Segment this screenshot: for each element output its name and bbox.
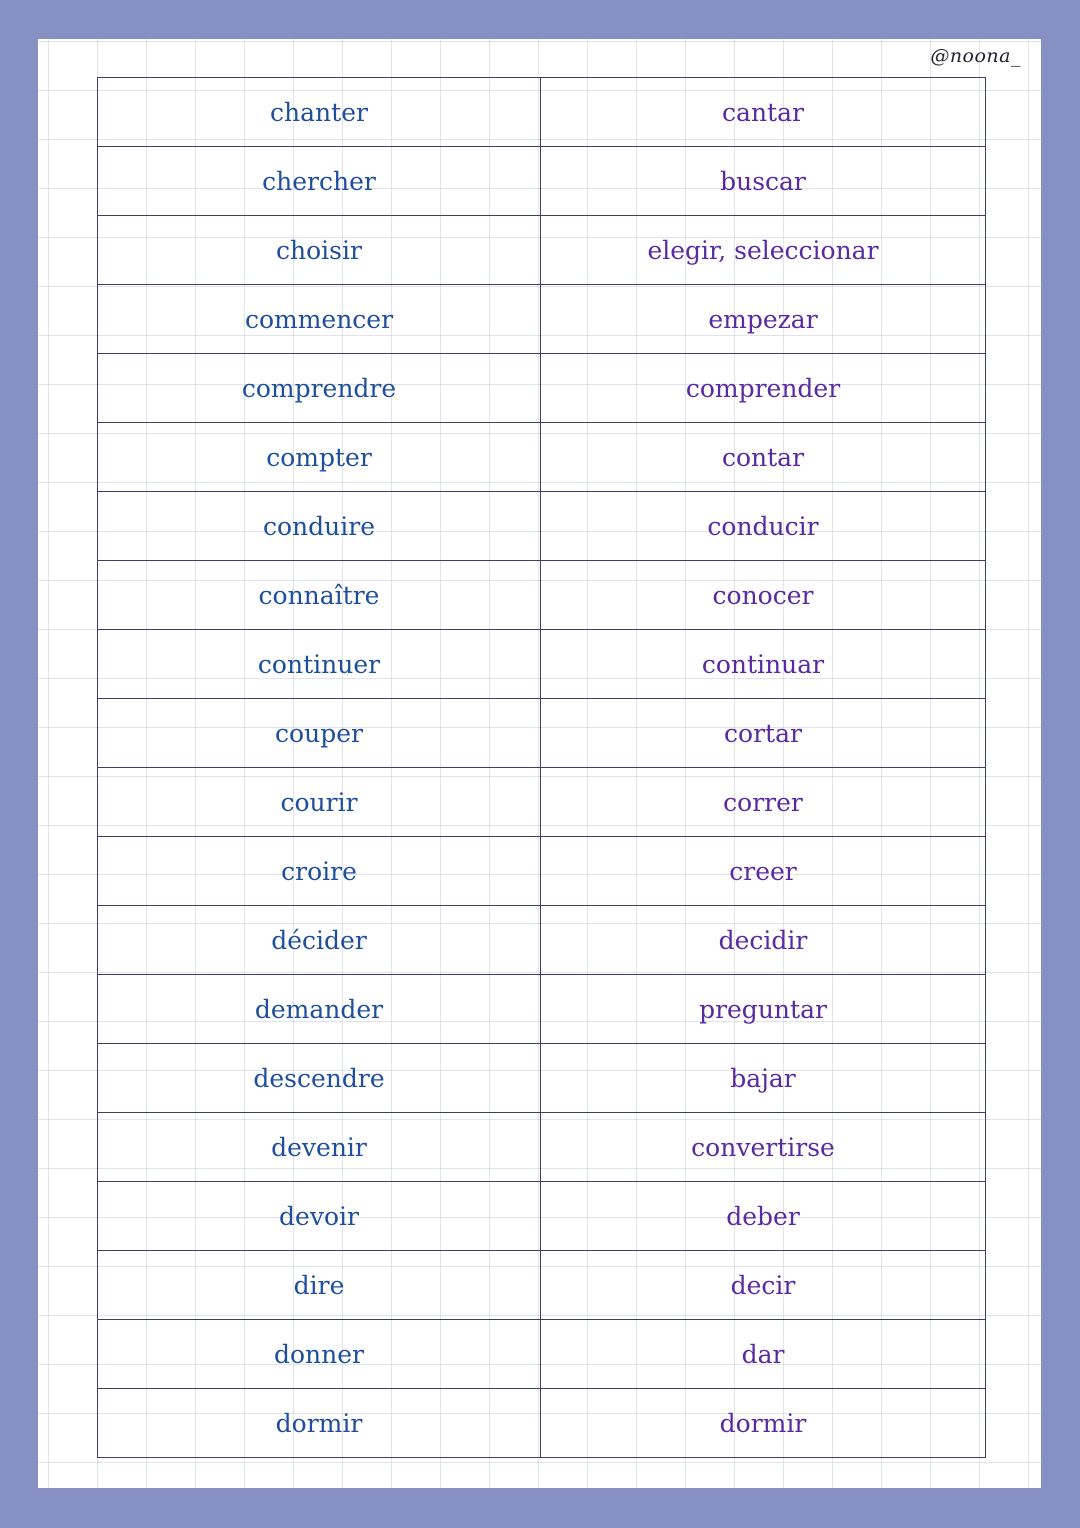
french-word: demander (98, 975, 541, 1044)
table-row (98, 1044, 986, 1113)
table-row (98, 285, 986, 354)
table-row (98, 837, 986, 906)
spanish-translation: dar (541, 1320, 986, 1389)
spanish-translation: conocer (541, 561, 986, 630)
french-word: compter (98, 423, 541, 492)
spanish-translation: continuar (541, 630, 986, 699)
french-word: descendre (98, 1044, 541, 1113)
author-watermark: @noona_ (930, 45, 1021, 67)
spanish-translation: cortar (541, 699, 986, 768)
table-row (98, 423, 986, 492)
table-row (98, 78, 986, 147)
french-word: chanter (98, 78, 541, 147)
french-word: continuer (98, 630, 541, 699)
table-row (98, 768, 986, 837)
spanish-translation: decir (541, 1251, 986, 1320)
spanish-translation: empezar (541, 285, 986, 354)
spanish-translation: bajar (541, 1044, 986, 1113)
french-word: dormir (98, 1389, 541, 1458)
spanish-translation: cantar (541, 78, 986, 147)
french-word: devenir (98, 1113, 541, 1182)
table-row (98, 216, 986, 285)
table-row (98, 1113, 986, 1182)
spanish-translation: convertirse (541, 1113, 986, 1182)
table-row (98, 147, 986, 216)
spanish-translation: elegir, seleccionar (541, 216, 986, 285)
spanish-translation: conducir (541, 492, 986, 561)
french-word: chercher (98, 147, 541, 216)
spanish-translation: creer (541, 837, 986, 906)
table-row (98, 492, 986, 561)
table-row (98, 561, 986, 630)
table-row (98, 1251, 986, 1320)
vocabulary-table (97, 77, 986, 1458)
french-word: devoir (98, 1182, 541, 1251)
table-row (98, 975, 986, 1044)
spanish-translation: decidir (541, 906, 986, 975)
french-word: croire (98, 837, 541, 906)
table-row (98, 354, 986, 423)
spanish-translation: comprender (541, 354, 986, 423)
french-word: comprendre (98, 354, 541, 423)
table-row (98, 906, 986, 975)
french-word: couper (98, 699, 541, 768)
french-word: donner (98, 1320, 541, 1389)
spanish-translation: contar (541, 423, 986, 492)
french-word: commencer (98, 285, 541, 354)
french-word: dire (98, 1251, 541, 1320)
french-word: conduire (98, 492, 541, 561)
spanish-translation: dormir (541, 1389, 986, 1458)
spanish-translation: correr (541, 768, 986, 837)
table-row (98, 699, 986, 768)
french-word: choisir (98, 216, 541, 285)
table-row (98, 1389, 986, 1458)
spanish-translation: buscar (541, 147, 986, 216)
table-row (98, 630, 986, 699)
vocabulary-table-body (98, 78, 986, 1458)
french-word: décider (98, 906, 541, 975)
french-word: courir (98, 768, 541, 837)
table-row (98, 1320, 986, 1389)
french-word: connaître (98, 561, 541, 630)
spanish-translation: deber (541, 1182, 986, 1251)
spanish-translation: preguntar (541, 975, 986, 1044)
table-row (98, 1182, 986, 1251)
